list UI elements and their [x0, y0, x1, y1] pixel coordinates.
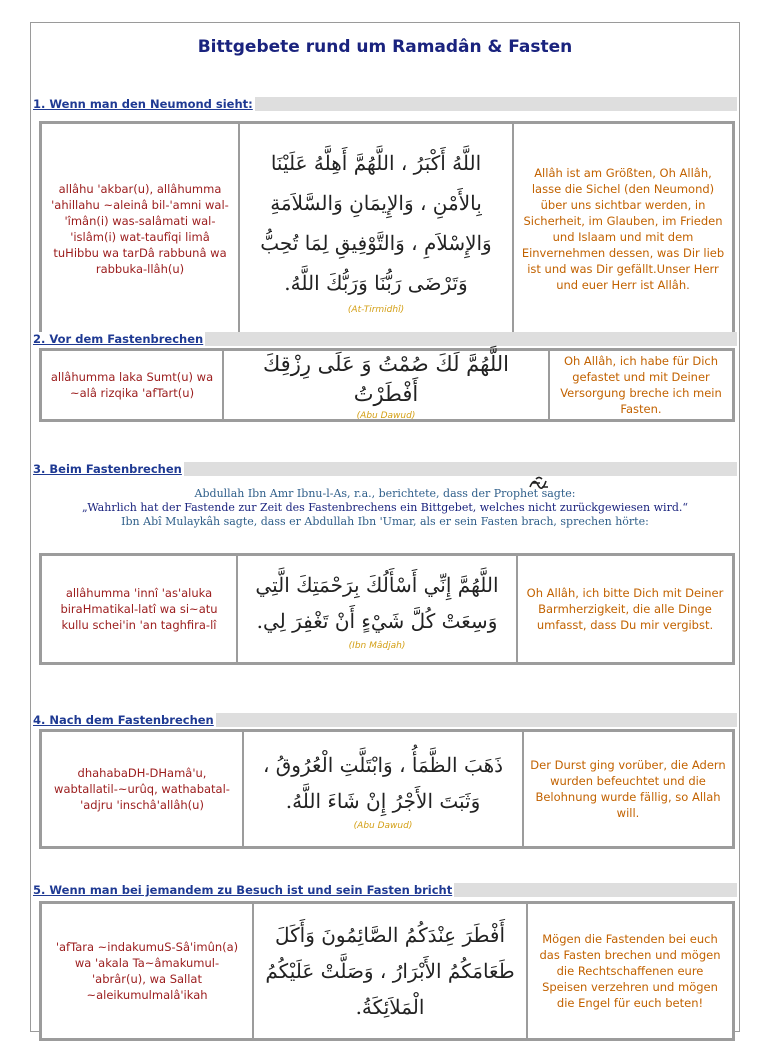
hadith-line-3: Ibn Abî Mulaykâh sagte, dass er Abdullah Ibn 'Umar, als er sein Fasten brach, sprechen hörte: [121, 515, 649, 528]
transliteration-text: 'afTara ~indakumuS-Sâ'imûn(a) wa 'akala Ta~âmakumul-'abrâr(u), wa Sallat ~aleikumulmalâ'ikah [55, 940, 239, 1002]
translation-text: Mögen die Fastenden bei euch das Fasten brechen und mögen die Rechtschaffenen eure Speisen verzehren und mögen die Engel für euch beten! [539, 932, 721, 1010]
translation-text: Oh Allâh, ich bitte Dich mit Deiner Barmherzigkeit, die alle Dinge umfasst, dass Du mir vergibst. [526, 586, 724, 632]
translation-text: Oh Allâh, ich habe für Dich gefastet und mit Deiner Versorgung breche ich mein Fasten. [560, 354, 722, 416]
hadith-intro [31, 487, 739, 529]
prophet-salutation-icon [528, 475, 550, 491]
hadith-line-2: „Wahrlich hat der Fastende zur Zeit des Fastenbrechens ein Bittgebet, welches nicht zurückgewiesen wird.“ [82, 501, 688, 514]
arabic-cell [236, 556, 516, 662]
transliteration-text: allâhumma 'innî 'as'aluka biraHmatikal-latî wa si~atu kullu schei'in 'an taghfira-lî [60, 586, 218, 632]
translit-cell [42, 732, 242, 846]
source-reference: (Ibn Mâdjah) [348, 641, 406, 651]
arabic-text: اللَّهُمَّ إِنِّي أَسْأَلُكَ بِرَحْمَتِكَ الَّتِي وَسِعَتْ كُلَّ شَيْءٍ أَنْ تَغْفِرَ لِي. [255, 573, 499, 633]
translation-text: Der Durst ging vorüber, die Adern wurden befeuchtet und die Belohnung wurde fällig, so Allah will. [530, 758, 726, 820]
section-heading-vor-fastenbrechen[interactable]: 2. Vor dem Fastenbrechen [33, 332, 204, 346]
transliteration-text: allâhu 'akbar(u), allâhumma 'ahillahu ~aleinâ bil-'amni wal-'îmân(i) was-salâmati wal-'islâm(i) wat-taufîqi limâ tuHibbu wa tarDâ rabbunâ wa rabbuka-llâh(u) [51, 182, 229, 276]
section-heading-beim-fastenbrechen[interactable]: 3. Beim Fastenbrechen [33, 462, 182, 476]
dua-table-vor-fastenbrechen [39, 348, 735, 422]
section-heading-besuch[interactable]: 5. Wenn man bei jemandem zu Besuch ist und sein Fasten bricht [33, 883, 453, 897]
dua-table-besuch [39, 901, 735, 1041]
transliteration-text: dhahabaDH-DHamâ'u, wabtallatil-~urûq, wathabatal-'adjru 'inschâ'allâh(u) [54, 766, 230, 812]
arabic-text: اللَّهُ أَكْبَرُ ، اللَّهُمَّ أَهِلَّهُ عَلَيْنَا بِالأَمْنِ ، وَالإِيمَانِ وَالسَّلاَمَةِ وَالإِسْلاَمِ ، وَالتَّوْفِيقِ لِمَا تُحِبُّ وَتَرْضَى رَبُّنَا وَرَبُّكَ اللَّهُ. [260, 151, 492, 295]
translation-text: Allâh ist am Größten, Oh Allâh, lasse die Sichel (den Neumond) über uns sichtbar werden, in Sicherheit, im Glauben, im Frieden und Islaam und mit dem Einvernehmen dessen, was Dir lieb ist und was Dir gefällt.Unser Herr und euer Herr ist Allâh. [521, 166, 725, 292]
section-heading-nach-fastenbrechen[interactable]: 4. Nach dem Fastenbrechen [33, 713, 214, 727]
source-reference: (At-Tirmidhî) [347, 305, 405, 315]
source-reference: (Abu Dawud) [353, 821, 413, 831]
arabic-cell [242, 732, 522, 846]
translit-cell [42, 351, 222, 419]
source-reference: (Abu Dawud) [356, 411, 416, 421]
section-heading-neumond[interactable]: 1. Wenn man den Neumond sieht: [33, 97, 253, 111]
transliteration-text: allâhumma laka Sumt(u) wa ~alâ rizqika 'afTart(u) [50, 370, 214, 400]
dua-table-beim-fastenbrechen [39, 553, 735, 665]
dua-table-neumond [39, 121, 735, 337]
translit-cell [42, 904, 252, 1038]
arabic-text: اللَّهُمَّ لَكَ صُمْتُ وَ عَلَى رِزْقِكَ أَفْطَرْتُ [262, 352, 510, 406]
arabic-text: أَفْطَرَ عِنْدَكُمُ الصَّائِمُونَ وَأَكَلَ طَعَامَكُمُ الأَبْرَارُ ، وَصَلَّتْ عَلَيْكُمُ الْمَلاَئِكَةُ. [265, 923, 515, 1019]
translit-cell [42, 556, 236, 662]
translit-cell [42, 124, 238, 334]
arabic-cell [238, 124, 512, 334]
page-title: Bittgebete rund um Ramadân & Fasten [197, 37, 573, 57]
translation-cell [516, 556, 732, 662]
translation-cell [526, 904, 732, 1038]
translation-cell [512, 124, 732, 334]
arabic-cell [252, 904, 526, 1038]
arabic-cell [222, 351, 548, 419]
document-page [30, 22, 740, 1032]
hadith-line-1: Abdullah Ibn Amr Ibnu-l-As, r.a., berichtete, dass der Prophet sagte: [194, 487, 576, 500]
translation-cell [548, 351, 732, 419]
translation-cell [522, 732, 732, 846]
arabic-text: ذَهَبَ الظَّمَأُ ، وَابْتَلَّتِ الْعُرُوقُ ، وَثَبَتَ الأَجْرُ إِنْ شَاءَ اللَّهُ. [262, 753, 504, 813]
dua-table-nach-fastenbrechen [39, 729, 735, 849]
